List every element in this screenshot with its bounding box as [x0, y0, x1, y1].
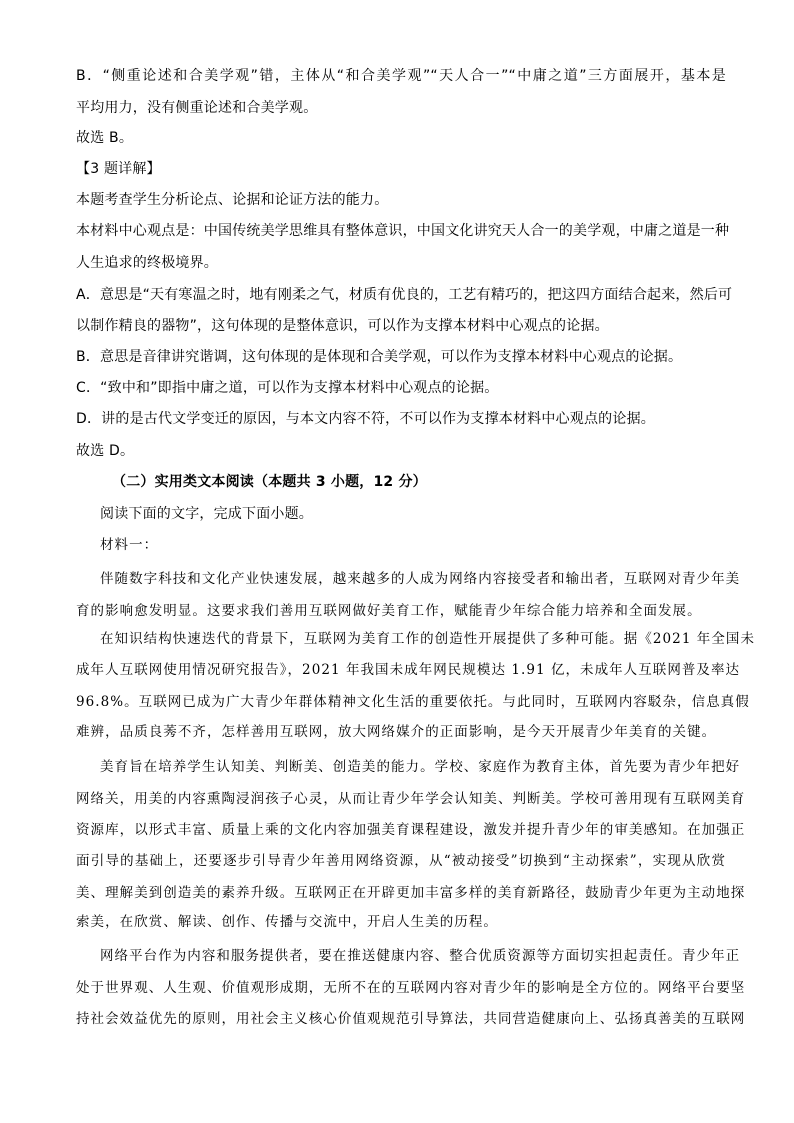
answer-line: D．讲的是古代文学变迁的原因，与本文内容不符，不可以作为支撑本材料中心观点的论据。: [76, 411, 655, 427]
material-label: 材料一：: [100, 537, 159, 553]
answer-line: 以制作精良的器物”，这句体现的是整体意识，可以作为支撑本材料中心观点的论据。: [76, 318, 609, 334]
question-heading: 【3 题详解】: [76, 161, 161, 177]
answer-line: 平均用力，没有侧重论述和合美学观。: [76, 100, 318, 116]
material-line: 在知识结构快速迭代的背景下，互联网为美育工作的创造性开展提供了多种可能。据《2021 年全国未: [100, 631, 755, 647]
material-line: 成年人互联网使用情况研究报告》，2021 年我国未成年网民规模达 1.91 亿，未成年人互联网普及率达: [76, 662, 741, 678]
answer-line: 本题考查学生分析论点、论据和论证方法的能力。: [76, 192, 389, 208]
instruction: 阅读下面的文字，完成下面小题。: [100, 506, 313, 522]
section-title: （二）实用类文本阅读（本题共 3 小题，12 分）: [112, 474, 427, 490]
answer-line: C．“致中和”即指中庸之道，可以作为支撑本材料中心观点的论据。: [76, 380, 499, 396]
material-line: 美育旨在培养学生认知美、判断美、创造美的能力。学校、家庭作为教育主体，首先要为青少年把好: [100, 759, 741, 775]
material-line: 网络平台作为内容和服务提供者，要在推送健康内容、整合优质资源等方面切实担起责任。青少年正: [100, 948, 741, 964]
material-line: 网络关，用美的内容熏陶浸润孩子心灵，从而让青少年学会认知美、判断美。学校可善用现有互联网美育: [76, 791, 746, 807]
answer-line: 故选 D。: [76, 443, 135, 459]
answer-line: 故选 B。: [76, 130, 134, 146]
answer-line: A．意思是“天有寒温之时，地有刚柔之气，材质有优良的，工艺有精巧的，把这四方面结合起来，然后可: [76, 287, 733, 303]
material-line: 面引导的基础上，还要逐步引导青少年善用网络资源，从“被动接受”切换到“主动探索”，实现从欣赏: [76, 853, 726, 869]
answer-line: 人生追求的终极境界。: [76, 255, 218, 271]
material-line: 育的影响愈发明显。这要求我们善用互联网做好美育工作，赋能青少年综合能力培养和全面发展。: [76, 603, 702, 619]
material-line: 处于世界观、人生观、价值观形成期，无所不在的互联网内容对青少年的影响是全方位的。网络平台要坚: [76, 980, 746, 996]
material-line: 难辨，品质良莠不齐，怎样善用互联网，放大网络媒介的正面影响，是今天开展青少年美育的关键。: [76, 724, 717, 740]
material-line: 索美，在欣赏、解读、创作、传播与交流中，开启人生美的历程。: [76, 914, 498, 930]
material-line: 96.8%。互联网已成为广大青少年群体精神文化生活的重要依托。与此同时，互联网内容駁杂，信息真假: [76, 694, 750, 710]
answer-line: B．意思是音律讲究谐调，这句体现的是体现和合美学观，可以作为支撑本材料中心观点的论据。: [76, 349, 683, 365]
material-line: 持社会效益优先的原则，用社会主义核心价值观规范引导算法，共同营造健康向上、弘扬真善美的互联网: [76, 1011, 746, 1027]
answer-line: 本材料中心观点是：中国传统美学思维具有整体意识，中国文化讲究天人合一的美学观，中庸之道是一种: [76, 223, 730, 239]
material-line: 资源库，以形式丰富、质量上乘的文化内容加强美育课程建设，激发并提升青少年的审美感知。在加强正: [76, 822, 746, 838]
material-line: 伴随数字科技和文化产业快速发展，越来越多的人成为网络内容接受者和输出者，互联网对青少年美: [100, 571, 741, 587]
material-line: 美、理解美到创造美的素养升级。互联网正在开辟更加丰富多样的美育新路径，鼓励青少年更为主动地探: [76, 885, 746, 901]
answer-line: B．“侧重论述和合美学观”错，主体从“和合美学观”“天人合一”“中庸之道”三方面展开，基本是: [76, 68, 726, 84]
